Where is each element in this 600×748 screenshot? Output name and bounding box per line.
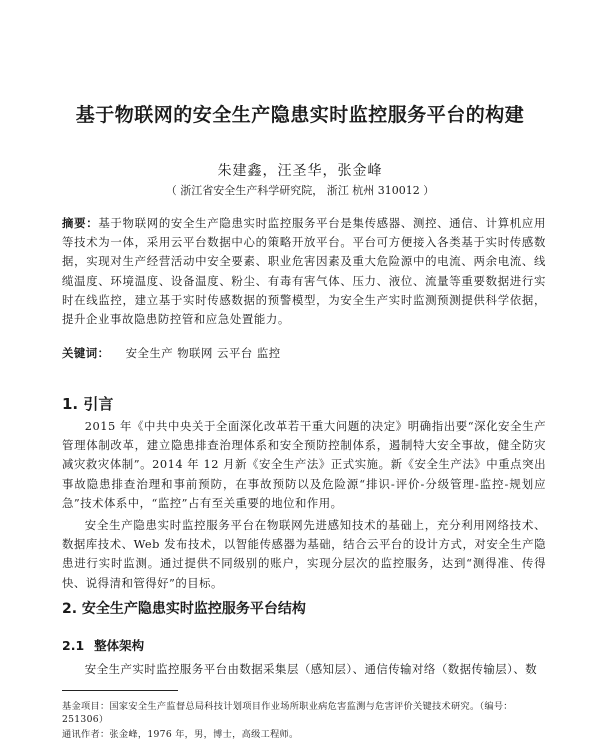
- section-2-heading: 2. 安全生产隐患实时监控服务平台结构: [62, 601, 306, 617]
- footnote-author: 通讯作者：张金峰，1976 年，男，博士，高级工程师。: [62, 729, 299, 740]
- author-list: 朱建鑫，汪圣华，张金峰: [217, 163, 383, 179]
- section-1-heading: 1. 引言: [62, 395, 114, 413]
- keywords-label: 关键词：: [62, 346, 110, 360]
- paper-title: 基于物联网的安全生产隐患实时监控服务平台的构建: [75, 104, 525, 126]
- footnote-fund: 基金项目：国家安全生产监督总局科技计划项目作业场所职业病危害监测与危害评价关键技术研究。（编号：251306）: [62, 701, 513, 725]
- abstract-text: 基于物联网的安全生产隐患实时监控服务平台是集传感器、测控、通信、计算机应用等技术为一体，采用云平台数据中心的策略开放平台。平台可方便接入各类基于实时传感数据，实现对生产经营活动中安全要素、职业危害因素及重大危险源中的电流、两余电流、线缆温度、环境温度、设备温度、粉尘、有毒有害气体、压力、液位、流量等重要数据进行实时在线监控，建立基于实时传感数据的预警模型，为安全生产实时监测预测提供科学依据，提升企业事故隐患防控管和应急处置能力。: [62, 216, 546, 327]
- abstract-label: 摘要：: [62, 216, 99, 230]
- section-2-1-paragraph-1: 安全生产实时监控服务平台由数据采集层（感知层）、通信传输对络（数据传输层）、数: [84, 662, 538, 676]
- section-2-1-heading: [62, 636, 144, 654]
- section-2-1-number: 2.1: [62, 638, 85, 653]
- keywords-text: 安全生产 物联网 云平台 监控: [125, 346, 281, 360]
- section-2-1-title: 整体架构: [94, 638, 145, 653]
- footnote-divider: [62, 690, 178, 691]
- section-1-paragraph-2: 安全生产隐患实时监控服务平台在物联网先进感知技术的基础上，充分利用网络技术、数据库技术、Web 发布技术，以智能传感器为基础，结合云平台的设计方式，对安全生产隐患进行实时监测。通过提供不同级别的账户，实现分层次的监控服务，达到“测得准、传得快、说得清和管得好”的目标。: [62, 518, 546, 590]
- author-affiliation: （ 浙江省安全生产科学研究院， 浙江 杭州 310012 ）: [165, 184, 435, 197]
- abstract-block: [62, 214, 546, 329]
- keywords-block: [62, 344, 546, 362]
- section-1-paragraph-1: 2015 年《中共中央关于全面深化改革若干重大问题的决定》明确指出要“深化安全生产管理体制改革，建立隐患排查治理体系和安全预防控制体系，遏制特大安全事故，健全防灾减灾救灾体制”。2014 年 12 月新《安全生产法》正式实施。新《安全生产法》中重点突出事故隐患排查治理和事前预防，在事故预防以及危险源“排识-评价-分级管理-监控-规划应急”技术体系中，“监控”占有至关重要的地位和作用。: [62, 419, 546, 510]
